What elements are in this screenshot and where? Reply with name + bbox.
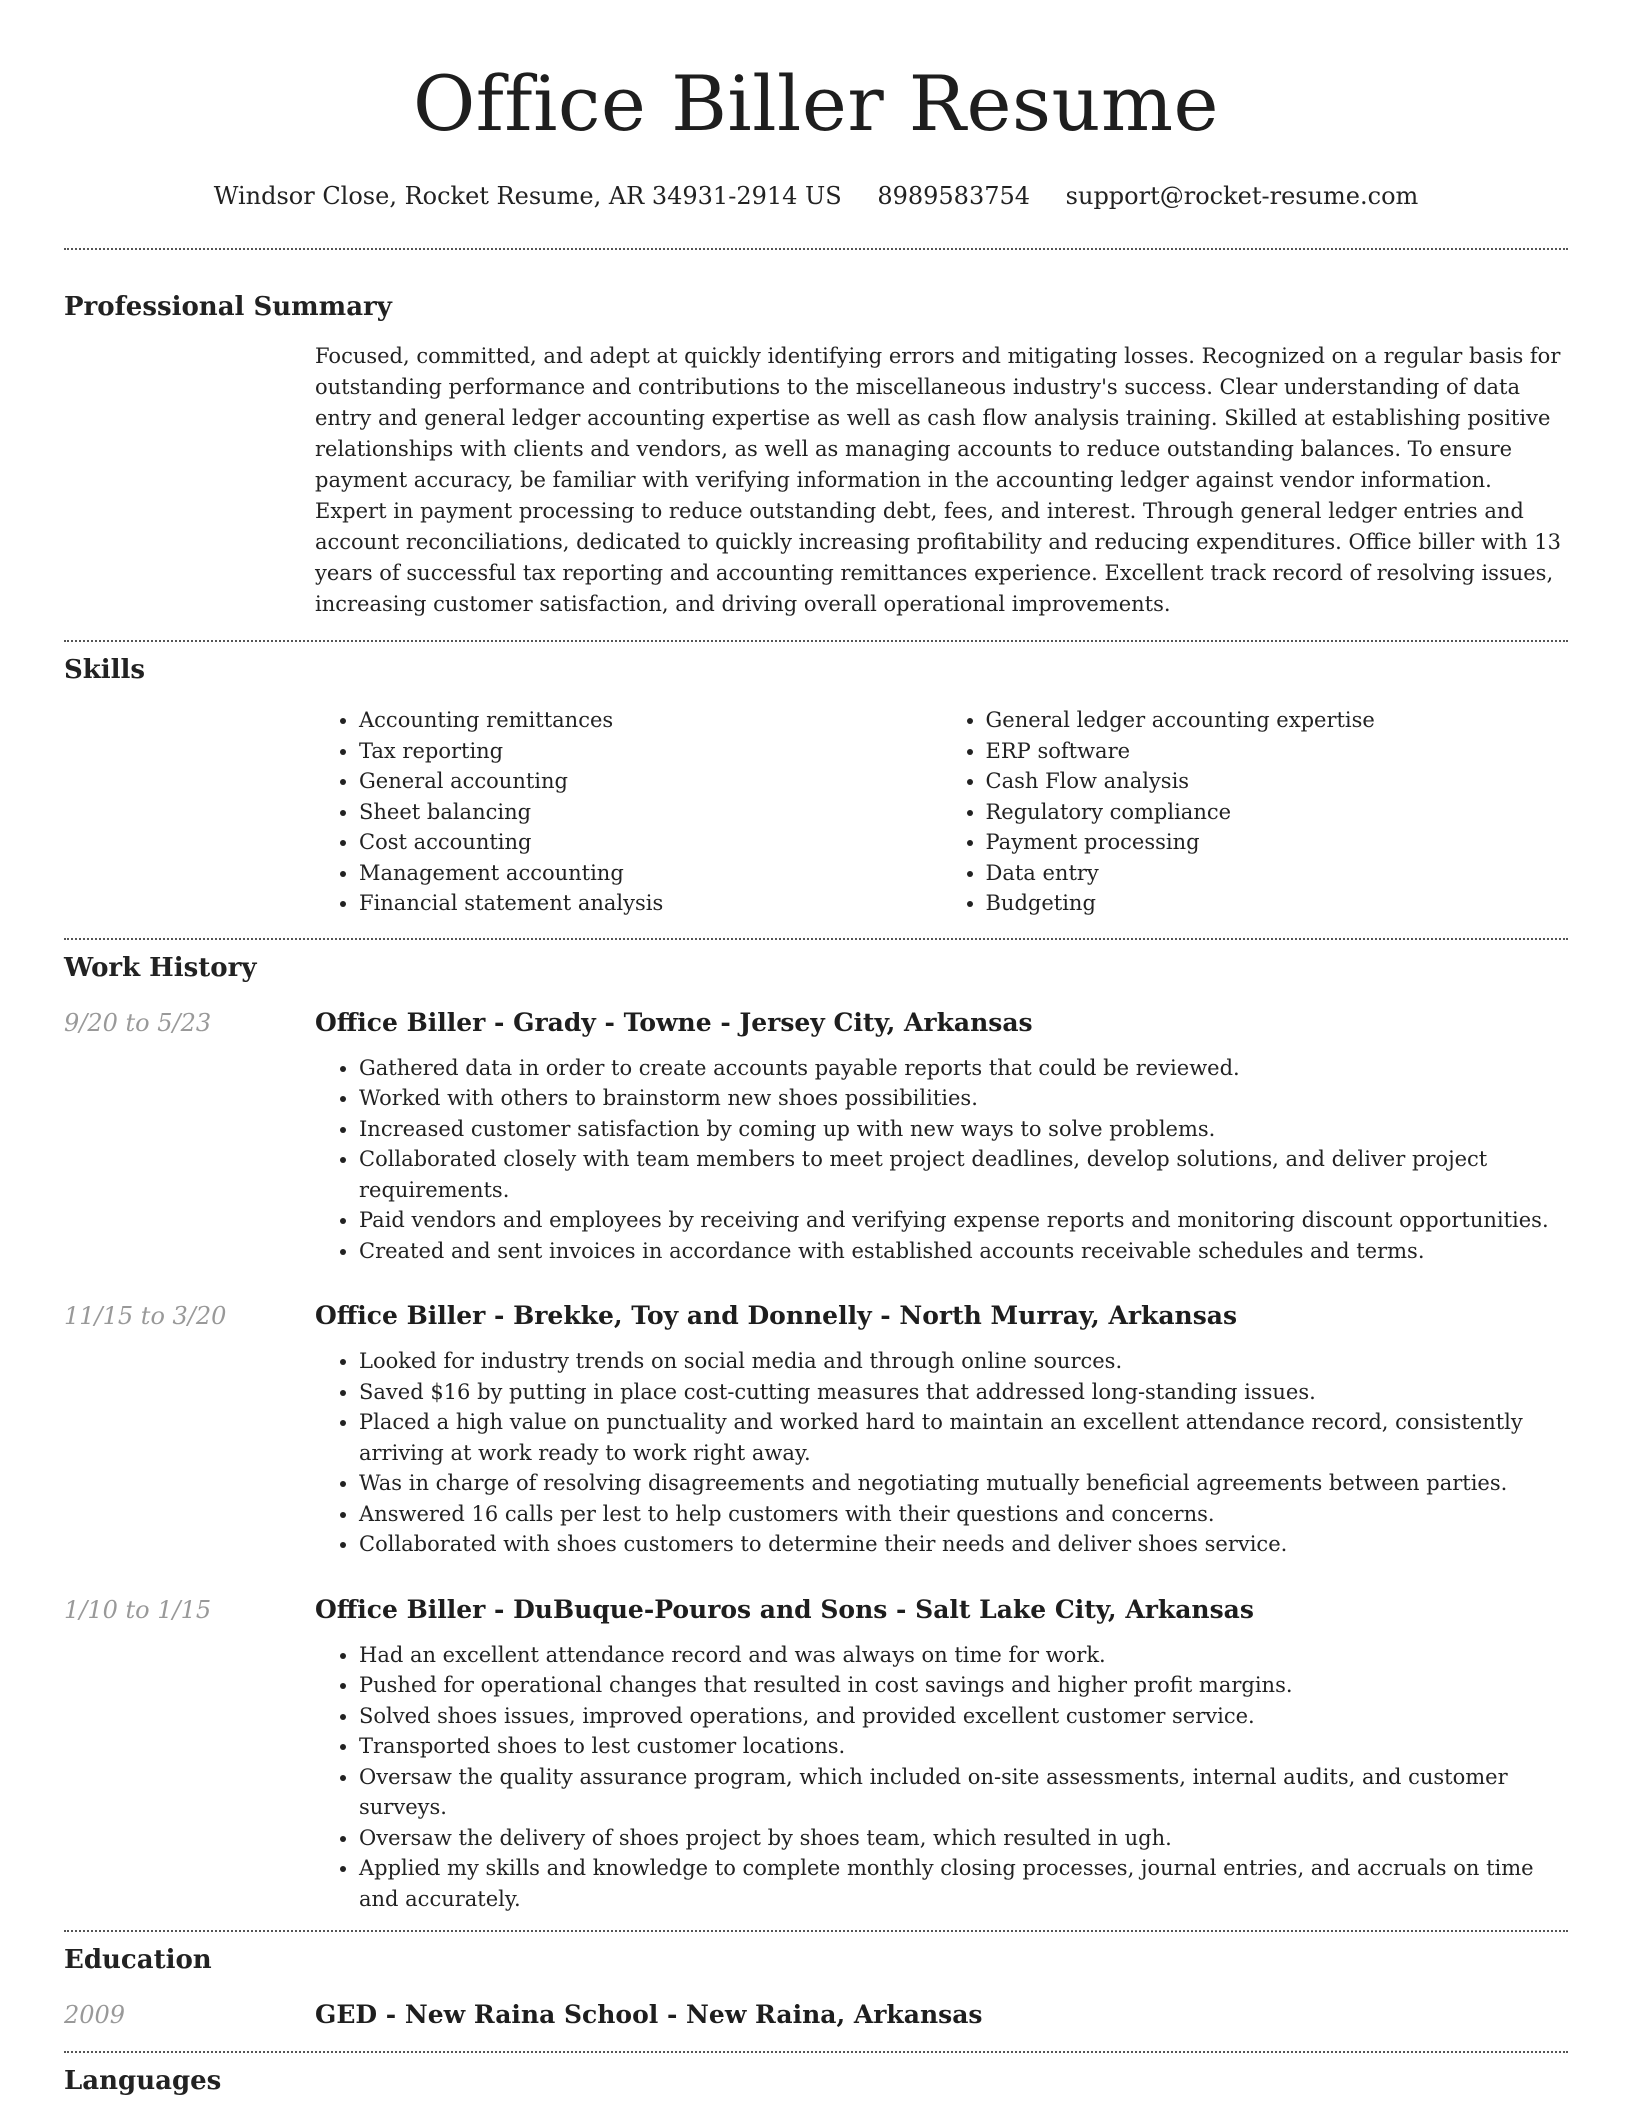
skill-item: • Management accounting bbox=[359, 858, 942, 889]
skill-item: • Cost accounting bbox=[359, 827, 942, 858]
education-heading: Education bbox=[64, 1945, 212, 1975]
job-bullet: • Had an excellent attendance record and was always on time for work. bbox=[359, 1640, 1568, 1671]
skill-item: • General accounting bbox=[359, 766, 942, 797]
education-title: GED - New Raina School - New Raina, Arkansas bbox=[315, 2000, 983, 2029]
skill-item: • Budgeting bbox=[986, 888, 1569, 919]
job-dates: 11/15 to 3/20 bbox=[64, 1302, 227, 1330]
job-bullet: • Gathered data in order to create accounts payable reports that could be reviewed. bbox=[359, 1053, 1568, 1084]
skills-column-right bbox=[942, 705, 1569, 919]
job-bullet: • Placed a high value on punctuality and worked hard to maintain an excellent attendance record, consistently arriving at work ready to work right away. bbox=[359, 1407, 1568, 1468]
job-bullet: • Oversaw the quality assurance program, which included on-site assessments, internal audits, and customer surveys. bbox=[359, 1762, 1568, 1823]
skills-column-left bbox=[315, 705, 942, 919]
resume-title: Office Biller Resume bbox=[413, 59, 1219, 148]
skill-item: • Tax reporting bbox=[359, 736, 942, 767]
resume-page bbox=[64, 0, 1568, 2098]
job-dates: 1/10 to 1/15 bbox=[64, 1595, 212, 1624]
job-bullets bbox=[315, 1346, 1568, 1560]
languages-heading: Languages bbox=[64, 2066, 222, 2096]
job-bullet: • Collaborated with shoes customers to determine their needs and deliver shoes service. bbox=[359, 1529, 1568, 1560]
summary-text: Focused, committed, and adept at quickly identifying errors and mitigating losses. Recognized on a regular basis for outstanding performance and contributions to the miscellaneous industry's success. Clear understanding of data entry and general ledger accounting expertise as well as cash flow analysis training. Skilled at establishing positive relationships with clients and vendors, as well as managing accounts to reduce outstanding balances. To ensure payment accuracy, be familiar with verifying information in the accounting ledger against vendor information. Expert in payment processing to reduce outstanding debt, fees, and interest. Through general ledger entries and account reconciliations, dedicated to quickly increasing profitability and reducing expenditures. Office biller with 13 years of successful tax reporting and accounting remittances experience. Excellent track record of resolving issues, increasing customer satisfaction, and driving overall operational improvements. bbox=[315, 344, 1561, 616]
job-bullet: • Pushed for operational changes that resulted in cost savings and higher profit margins. bbox=[359, 1670, 1568, 1701]
job-title: Office Biller - Grady - Towne - Jersey City, Arkansas bbox=[315, 1007, 1033, 1037]
divider bbox=[64, 248, 1568, 250]
job-bullet: • Saved $16 by putting in place cost-cutting measures that addressed long-standing issues. bbox=[359, 1377, 1568, 1408]
job-bullet: • Applied my skills and knowledge to complete monthly closing processes, journal entries, and accruals on time and accurately. bbox=[359, 1853, 1568, 1914]
job-bullet: • Collaborated closely with team members to meet project deadlines, develop solutions, and deliver project requirements. bbox=[359, 1144, 1568, 1205]
contact-line bbox=[64, 180, 1568, 212]
summary-heading: Professional Summary bbox=[64, 292, 392, 322]
skill-item: • Sheet balancing bbox=[359, 797, 942, 828]
job-entry bbox=[64, 1594, 1568, 1915]
job-bullet: • Answered 16 calls per lest to help customers with their questions and concerns. bbox=[359, 1499, 1568, 1530]
skill-item: • Data entry bbox=[986, 858, 1569, 889]
job-bullet: • Worked with others to brainstorm new shoes possibilities. bbox=[359, 1083, 1568, 1114]
education-entry bbox=[64, 1999, 1568, 2031]
job-entry bbox=[64, 1300, 1568, 1560]
contact-address: Windsor Close, Rocket Resume, AR 34931-2914 US bbox=[213, 182, 842, 210]
skill-item: • Regulatory compliance bbox=[986, 797, 1569, 828]
skill-item: • ERP software bbox=[986, 736, 1569, 767]
skill-item: • Financial statement analysis bbox=[359, 888, 942, 919]
divider bbox=[64, 938, 1568, 940]
job-bullets bbox=[315, 1053, 1568, 1267]
skill-item: • General ledger accounting expertise bbox=[986, 705, 1569, 736]
job-bullet: • Created and sent invoices in accordance with established accounts receivable schedules and terms. bbox=[359, 1236, 1568, 1267]
job-dates: 9/20 to 5/23 bbox=[64, 1008, 212, 1037]
job-bullet: • Increased customer satisfaction by coming up with new ways to solve problems. bbox=[359, 1114, 1568, 1145]
skills-heading: Skills bbox=[64, 655, 146, 685]
job-bullets bbox=[315, 1640, 1568, 1915]
work-heading: Work History bbox=[64, 952, 257, 983]
job-bullet: • Paid vendors and employees by receiving and verifying expense reports and monitoring discount opportunities. bbox=[359, 1205, 1568, 1236]
job-bullet: • Oversaw the delivery of shoes project by shoes team, which resulted in ugh. bbox=[359, 1823, 1568, 1854]
divider bbox=[64, 1930, 1568, 1932]
job-title: Office Biller - DuBuque-Pouros and Sons - Salt Lake City, Arkansas bbox=[315, 1594, 1254, 1624]
skill-item: • Payment processing bbox=[986, 827, 1569, 858]
skill-item: • Cash Flow analysis bbox=[986, 766, 1569, 797]
job-title: Office Biller - Brekke, Toy and Donnelly - North Murray, Arkansas bbox=[315, 1301, 1238, 1330]
job-bullet: • Solved shoes issues, improved operations, and provided excellent customer service. bbox=[359, 1701, 1568, 1732]
divider bbox=[64, 2051, 1568, 2053]
education-dates: 2009 bbox=[64, 2001, 126, 2029]
skills-list bbox=[315, 705, 1568, 919]
contact-email: support@rocket-resume.com bbox=[1065, 182, 1419, 210]
divider bbox=[64, 640, 1568, 642]
job-bullet: • Transported shoes to lest customer locations. bbox=[359, 1731, 1568, 1762]
job-entry bbox=[64, 1007, 1568, 1267]
skill-item: • Accounting remittances bbox=[359, 705, 942, 736]
job-bullet: • Was in charge of resolving disagreements and negotiating mutually beneficial agreements between parties. bbox=[359, 1468, 1568, 1499]
contact-phone: 8989583754 bbox=[877, 182, 1031, 210]
job-bullet: • Looked for industry trends on social media and through online sources. bbox=[359, 1346, 1568, 1377]
